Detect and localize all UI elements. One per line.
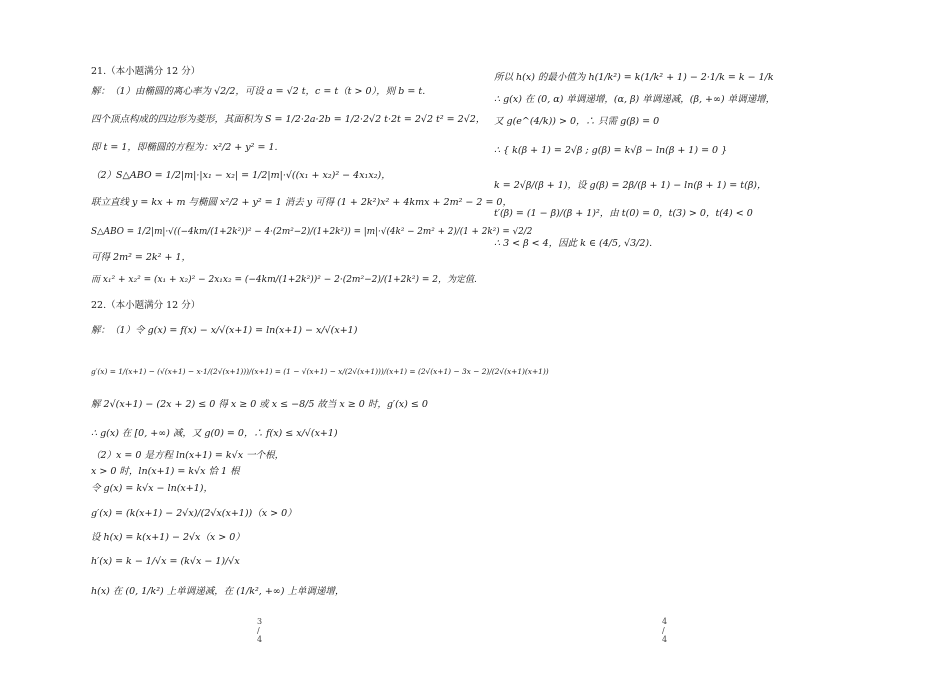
- solution-line: （2）S△ABO = 1/2|m|·|x₁ − x₂| = 1/2|m|·√((x₁ + x₂)² − 4x₁x₂)，: [91, 170, 391, 181]
- solution-line: x > 0 时，ln(x+1) = k√x 恰 1 根: [91, 466, 240, 477]
- solution-line: 解 2√(x+1) − (2x + 2) ≤ 0 得 x ≥ 0 或 x ≤ −8/5 故当 x ≥ 0 时，g′(x) ≤ 0: [91, 399, 428, 410]
- solution-line: 可得 2m² = 2k² + 1，: [91, 252, 192, 263]
- solution-line: 四个顶点构成的四边形为菱形，其面积为 S = 1/2·2a·2b = 1/2·2√2 t·2t = 2√2 t² = 2√2，: [91, 114, 486, 125]
- solution-line: 又 g(e^(4/k)) > 0，∴ 只需 g(β) = 0: [494, 116, 660, 127]
- page-number: 4 / 4: [662, 617, 668, 644]
- solution-line: 即 t = 1，即椭圆的方程为：x²/2 + y² = 1.: [91, 142, 278, 153]
- solution-line: k = 2√β/(β + 1)，设 g(β) = 2β/(β + 1) − ln(β + 1) = t(β)，: [494, 180, 767, 191]
- solution-line: h(x) 在 (0, 1/k²) 上单调递减，在 (1/k², +∞) 上单调递增，: [91, 586, 345, 597]
- solution-line: ∴ g(x) 在 [0, +∞) 减，又 g(0) = 0，∴ f(x) ≤ x/√(x+1): [91, 428, 338, 439]
- solution-line: 而 x₁² + x₂² = (x₁ + x₂)² − 2x₁x₂ = (−4km/(1+2k²))² − 2·(2m²−2)/(1+2k²) = 2，为定值.: [91, 275, 477, 285]
- problem-22-heading: 22.（本小题满分 12 分）: [91, 300, 201, 311]
- solution-line: 解：（1）令 g(x) = f(x) − x/√(x+1) = ln(x+1) − x/√(x+1): [91, 325, 358, 336]
- page-number: 3 / 4: [257, 617, 263, 644]
- solution-line: 所以 h(x) 的最小值为 h(1/k²) = k(1/k² + 1) − 2·1/k = k − 1/k: [494, 72, 774, 83]
- solution-line: h′(x) = k − 1/√x = (k√x − 1)/√x: [91, 556, 240, 567]
- solution-line: S△ABO = 1/2|m|·√((−4km/(1+2k²))² − 4·(2m²−2)/(1+2k²)) = |m|·√(4k² − 2m² + 2)/(1 + 2k²) = √2/2: [91, 227, 533, 237]
- solution-line: 令 g(x) = k√x − ln(x+1)，: [91, 483, 213, 494]
- problem-21-heading: 21.（本小题满分 12 分）: [91, 66, 201, 77]
- solution-line: （2）x = 0 是方程 ln(x+1) = k√x 一个根，: [91, 450, 285, 461]
- solution-line: 联立直线 y = kx + m 与椭圆 x²/2 + y² = 1 消去 y 可得 (1 + 2k²)x² + 4kmx + 2m² − 2 = 0，: [91, 197, 512, 208]
- solution-line: ∴ g(x) 在 (0, α) 单调递增，(α, β) 单调递减，(β, +∞) 单调递增，: [494, 94, 776, 105]
- solution-line: t′(β) = (1 − β)/(β + 1)²，由 t(0) = 0，t(3) > 0，t(4) < 0: [494, 208, 753, 219]
- solution-line: g′(x) = 1/(x+1) − (√(x+1) − x·1/(2√(x+1)))/(x+1) = (1 − √(x+1) − x/(2√(x+1)))/(x+1) = (2√(x+1) − 3x − 2)/(2√(x+1)(x+1)): [91, 367, 549, 376]
- solution-line: g′(x) = (k(x+1) − 2√x)/(2√x(x+1))（x > 0）: [91, 508, 297, 519]
- solution-line: ∴ { k(β + 1) = 2√β ; g(β) = k√β − ln(β + 1) = 0 }: [494, 145, 728, 156]
- solution-line: ∴ 3 < β < 4，因此 k ∈ (4/5, √3/2).: [494, 238, 653, 249]
- solution-line: 设 h(x) = k(x+1) − 2√x（x > 0）: [91, 532, 245, 543]
- solution-line: 解：（1）由椭圆的离心率为 √2/2，可设 a = √2 t，c = t（t > 0），则 b = t.: [91, 86, 426, 97]
